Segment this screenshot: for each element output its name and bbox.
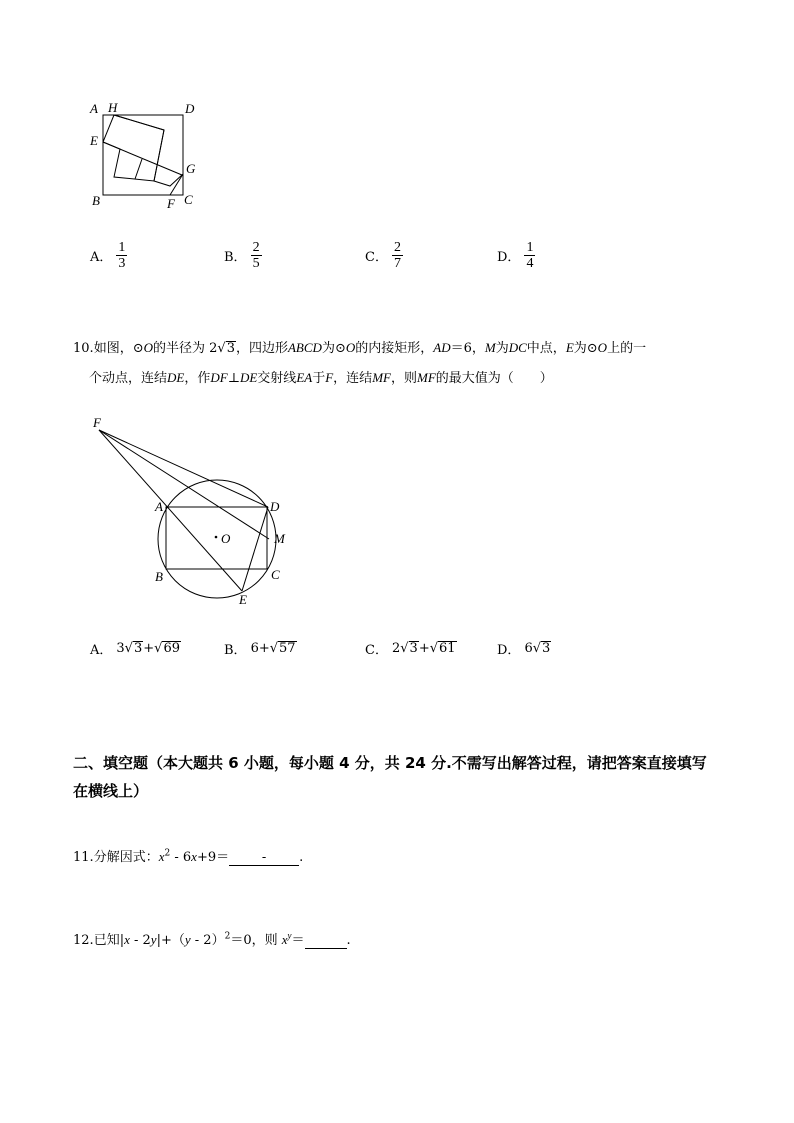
q10-label-O: O <box>221 531 231 546</box>
q9-option-c-den: 7 <box>393 256 401 271</box>
section2-heading-line2: 在横线上） <box>73 782 149 800</box>
q10-text: 个动点，连结 <box>89 371 168 386</box>
q9-label-G: G <box>186 161 196 176</box>
q10-var: O <box>345 340 356 355</box>
q10-label-B: B <box>155 569 163 584</box>
q11-text: 分解因式： <box>93 850 159 865</box>
q10-line-FE <box>99 430 242 591</box>
q10-var: MF <box>416 370 436 385</box>
sqrt-icon: √ <box>217 341 226 356</box>
q9-option-d-fraction <box>524 240 535 271</box>
q10-text: ，则 <box>390 371 417 386</box>
q9-option-c-fraction <box>392 240 403 271</box>
q10-var: E <box>565 340 574 355</box>
q10-var: DE <box>239 370 258 385</box>
q9-option-d-letter: D． <box>497 250 521 265</box>
q10-option-a-plus: + <box>143 641 155 656</box>
q10-option-b-letter: B． <box>224 643 247 658</box>
q9-option-b <box>224 240 262 271</box>
q10-text: 的半径为 2 <box>152 341 218 356</box>
q9-label-F: F <box>167 196 175 211</box>
q10-var: O <box>597 340 608 355</box>
q10-option-b-radicand: 57 <box>279 641 296 656</box>
q12-exponent: 2 <box>224 931 231 942</box>
q10-var: M <box>484 340 496 355</box>
q10-option-b <box>224 639 297 658</box>
q10-option-a-radicand1: 3 <box>133 641 143 656</box>
sqrt-icon: √ <box>124 641 133 656</box>
q9-option-a-num: 1 <box>118 240 126 255</box>
q10-line-FD <box>99 430 268 507</box>
q9-option-c-num: 2 <box>393 240 401 255</box>
q9-option-d <box>497 240 535 271</box>
q11-number: 11. <box>73 850 94 865</box>
q9-option-d-num: 1 <box>526 240 534 255</box>
q10-line1 <box>73 337 646 356</box>
q10-text: 为 <box>495 341 509 356</box>
q10-option-a <box>90 639 181 658</box>
q9-label-C: C <box>184 192 193 207</box>
q10-var: F <box>325 370 334 385</box>
q10-radicand: 3 <box>226 341 235 356</box>
q9-option-b-den: 5 <box>252 256 260 271</box>
q11-line <box>73 846 303 866</box>
q10-option-a-coef: 3 <box>116 641 125 656</box>
sqrt-icon: √ <box>154 641 163 656</box>
q10-text: 的内接矩形， <box>355 341 434 356</box>
q9-inner-mid <box>135 159 142 179</box>
q11-exponent: 2 <box>164 848 171 859</box>
q10-option-c-radicand1: 3 <box>409 641 418 656</box>
q12-text: - 2 <box>129 933 151 948</box>
q12-var: x <box>124 932 130 947</box>
q10-label-C: C <box>271 567 280 582</box>
q9-option-c-letter: C． <box>365 250 388 265</box>
q11-var: x <box>191 849 197 864</box>
perpendicular-icon: ⊥ <box>227 371 240 386</box>
q10-figure <box>85 410 300 610</box>
q12-text: ＝0，则 <box>230 933 282 948</box>
q12-text: ＝ <box>291 933 305 948</box>
q9-option-b-num: 2 <box>252 240 260 255</box>
q10-option-a-letter: A． <box>90 643 113 658</box>
q10-option-c-radicand2: 61 <box>439 641 456 656</box>
q9-option-b-fraction <box>251 240 262 271</box>
q9-option-a-letter: A． <box>90 250 113 265</box>
sqrt-icon: √ <box>429 641 439 656</box>
q12-text: . <box>346 933 351 948</box>
q10-label-A: A <box>155 499 163 514</box>
q12-text: |+（ <box>156 933 185 948</box>
q10-label-D: D <box>270 499 280 514</box>
sqrt-icon: √ <box>269 641 279 656</box>
q10-line2 <box>89 367 553 386</box>
q10-text: 如图，⊙ <box>93 341 144 356</box>
q10-center-dot <box>215 536 218 539</box>
q12-number: 12. <box>73 933 94 948</box>
q9-option-a-den: 3 <box>118 256 126 271</box>
q10-text: 上的一 <box>607 341 647 356</box>
q10-option-d-radicand: 3 <box>542 641 551 656</box>
q10-text: 的最大值为（ ） <box>435 371 553 386</box>
q10-text: 为⊙ <box>573 341 598 356</box>
q9-outer-square <box>103 115 183 195</box>
q9-option-c <box>365 240 403 271</box>
q11-text: +9＝ <box>196 850 230 865</box>
q10-text: ，四边形 <box>235 341 288 356</box>
q12-var: x <box>281 932 288 947</box>
q10-var: ABCD <box>287 340 322 355</box>
q9-inner-squares <box>103 115 164 181</box>
section2-heading-line1: 二、填空题（本大题共 6 小题，每小题 4 分，共 24 分.不需写出解答过程，请把答案直接填写 <box>73 754 707 772</box>
q11-var: x <box>158 849 165 864</box>
q9-label-H: H <box>108 100 118 115</box>
q10-var: DE <box>167 370 185 385</box>
q10-option-a-radicand2: 69 <box>163 641 180 656</box>
q10-var: DC <box>508 340 527 355</box>
q10-text: 于 <box>312 371 326 386</box>
q9-label-A: A <box>90 101 98 116</box>
q9-option-a <box>90 240 127 271</box>
q10-option-c-plus: + <box>418 641 430 656</box>
q12-answer-blank[interactable] <box>305 933 347 949</box>
q10-option-c <box>365 639 457 658</box>
q12-var: y <box>184 932 191 947</box>
q10-line-DE <box>242 507 268 591</box>
q9-label-D: D <box>185 101 195 116</box>
q10-text: ，连结 <box>333 371 373 386</box>
q10-option-b-prefix: 6+ <box>250 641 270 656</box>
q9-figure <box>80 95 220 220</box>
q12-text: - 2） <box>190 933 225 948</box>
q11-text: - 6 <box>170 850 192 865</box>
q10-option-c-letter: C． <box>365 643 388 658</box>
q9-option-d-den: 4 <box>526 256 534 271</box>
q10-var: DF <box>210 370 228 385</box>
q10-text: ＝6， <box>450 341 485 356</box>
q9-label-E: E <box>90 133 98 148</box>
q9-option-b-letter: B． <box>224 250 247 265</box>
q10-label-E: E <box>239 592 247 607</box>
q9-option-a-fraction <box>116 240 127 271</box>
q11-answer-blank[interactable]: - <box>229 850 299 866</box>
q12-superscript: y <box>287 930 292 941</box>
q10-number: 10. <box>73 341 94 356</box>
q9-label-B: B <box>92 193 100 208</box>
sqrt-icon: √ <box>400 641 409 656</box>
q10-var: MF <box>372 370 391 385</box>
q10-var: EA <box>296 370 313 385</box>
q10-option-d-letter: D． <box>497 643 521 658</box>
q10-option-d-coef: 6 <box>524 641 533 656</box>
q10-var: AD <box>433 340 451 355</box>
q10-var: O <box>143 340 153 355</box>
q10-text: ，作 <box>184 371 211 386</box>
q11-text: . <box>299 850 304 865</box>
q10-option-d <box>497 639 551 658</box>
q10-line-FM <box>99 430 269 539</box>
q10-option-c-coef: 2 <box>391 641 401 656</box>
q12-line <box>73 929 351 949</box>
q10-label-M: M <box>274 531 285 546</box>
sqrt-icon: √ <box>532 641 542 656</box>
q12-var: y <box>150 932 157 947</box>
q10-text: 交射线 <box>257 371 297 386</box>
q10-label-F: F <box>93 415 101 430</box>
q10-text: 中点， <box>526 341 566 356</box>
q10-text: 为⊙ <box>321 341 346 356</box>
q12-text: 已知| <box>93 933 125 948</box>
